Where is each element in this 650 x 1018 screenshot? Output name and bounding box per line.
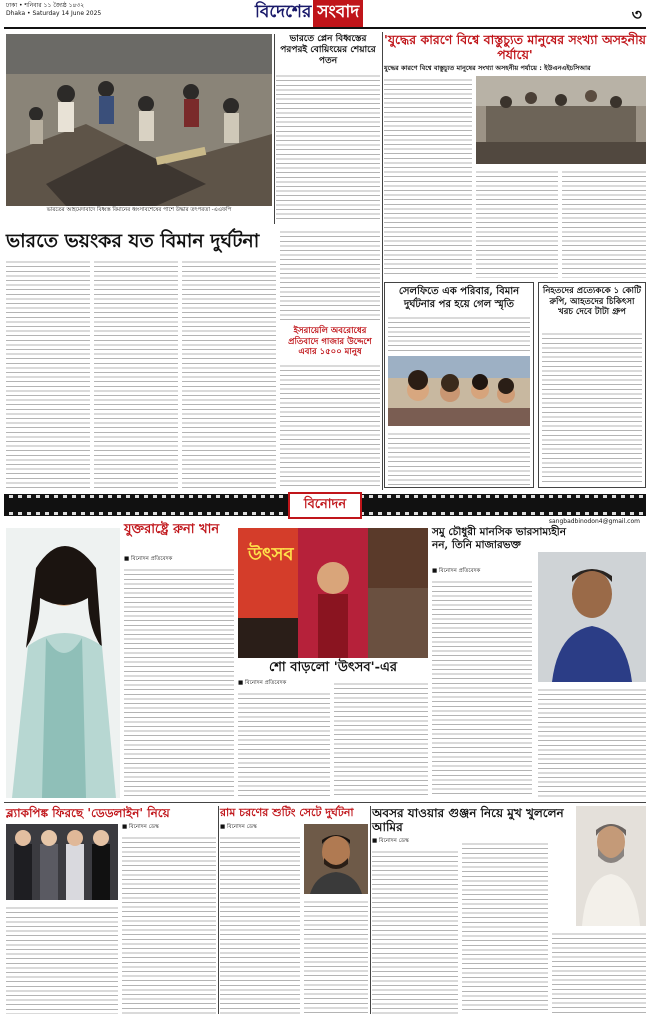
lead-story-body-col2 xyxy=(94,258,178,488)
story-runa-byline: ■ বিনোদন প্রতিবেদক xyxy=(124,556,173,562)
story-somu-body-col2 xyxy=(538,686,646,798)
story-blackpink-byline: ■ বিনোদন ডেস্ক xyxy=(122,824,159,830)
story-utshob-headline: শো বাড়লো 'উৎসব'-এর xyxy=(268,660,398,675)
masthead-part1: বিদেশের xyxy=(255,2,312,22)
story-aamir-body-col2 xyxy=(462,840,548,1014)
story-runa-headline: যুক্তরাষ্ট্রে রুনা খান xyxy=(124,522,220,537)
aamir-photo xyxy=(576,806,646,926)
blackpink-photo xyxy=(6,824,118,900)
story-aamir-headline: অবসর যাওয়ার গুঞ্জন নিয়ে মুখ খুললেন আমির xyxy=(372,806,564,834)
boeing-story-body-cont xyxy=(280,228,380,323)
story-ramcharan-byline: ■ বিনোদন ডেস্ক xyxy=(220,824,257,830)
story-ramcharan-body-col2 xyxy=(304,898,368,1014)
selfie-story-headline: সেলফিতে এক পরিবার, বিমান দুর্ঘটনার পর হয়ে গেল স্মৃতি xyxy=(398,286,520,310)
separator xyxy=(218,806,219,1014)
masthead-part2: সংবাদ xyxy=(313,0,363,27)
boeing-story-headline: ভারতে প্লেন বিধ্বস্তের পরপরই বোয়িংয়ের শেয়ারে পতন xyxy=(280,34,376,66)
separator xyxy=(370,806,371,1014)
story-aamir-body-col1 xyxy=(372,848,458,1014)
refugee-story-subheadline: যুদ্ধের কারণে বিশ্বে বাস্তুচ্যুত মানুষের সংখ্যা অসহনীয় পর্যায়ে : ইউএনএইচসিআর xyxy=(384,64,591,72)
story-blackpink-headline: ব্ল্যাকপিঙ্ক ফিরছে 'ডেডলাইন' নিয়ে xyxy=(6,806,170,820)
story-runa-body xyxy=(124,566,234,798)
story-utshob-body-col2 xyxy=(334,680,428,798)
utshob-poster-title: উৎসব xyxy=(248,544,294,565)
top-photo-caption: ভারতের আহমেদাবাদে বিধ্বস্ত বিমানের ধ্বংসাবশেষের পাশে উদ্ধার তৎপরতা -এএফপি xyxy=(46,207,232,213)
refugee-story-headline: 'যুদ্ধের কারণে বিশ্বে বাস্তুচ্যুত মানুষের সংখ্যা অসহনীয় পর্যায়ে' xyxy=(384,32,647,62)
refugee-story-body-col2 xyxy=(476,168,558,278)
gaza-story-headline: ইসরায়েলি অবরোধের প্রতিবাদে গাজার উদ্দেশে এবার ১৫০০ মানুষ xyxy=(288,326,372,357)
entertainment-section-title: বিনোদন xyxy=(288,492,362,519)
lead-story-body-col1 xyxy=(6,258,90,488)
entertainment-email: sangbadbinodon4@gmail.com xyxy=(548,518,640,525)
selfie-story-body-top xyxy=(388,314,530,354)
story-somu-body xyxy=(432,578,532,798)
somu-photo xyxy=(538,552,646,682)
separator xyxy=(274,34,275,224)
selfie-story-body-bottom xyxy=(388,430,530,486)
gaza-story-body xyxy=(280,362,380,488)
tata-story-headline: নিহতদের প্রত্যেককে ১ কোটি রুপি, আহতদের চিকিৎসা খরচ দেবে টাটা গ্রুপ xyxy=(542,286,642,317)
date-bengali: ঢাকা • শনিবার ১১ জ্যৈষ্ঠ ১৪৩২ xyxy=(6,2,85,9)
header-date xyxy=(6,2,101,18)
story-somu-byline: ■ বিনোদন প্রতিবেদক xyxy=(432,568,481,574)
section-masthead xyxy=(255,0,405,26)
refugee-story-body-col3 xyxy=(562,168,646,278)
story-ramcharan-body xyxy=(220,834,300,1014)
bottom-divider xyxy=(4,802,646,803)
story-ramcharan-headline: রাম চরণের শুটিং সেটে দুর্ঘটনা xyxy=(220,806,354,819)
lead-story-headline: ভারতে ভয়ংকর যত বিমান দুর্ঘটনা xyxy=(6,230,260,252)
header-rule xyxy=(4,27,646,29)
crash-scene-photo xyxy=(6,34,272,206)
story-aamir-byline: ■ বিনোদন ডেস্ক xyxy=(372,838,409,844)
story-somu-headline: সমু চৌধুরী মানসিক ভারসাম্যহীন নন, তিনি মাজারভক্ত xyxy=(432,526,567,551)
boeing-story-body xyxy=(276,72,380,220)
refugee-photo xyxy=(476,76,646,164)
story-blackpink-body-col2 xyxy=(6,904,118,1014)
tata-story-body xyxy=(542,330,642,484)
runa-khan-photo xyxy=(6,528,120,798)
ramcharan-photo xyxy=(304,824,368,894)
entertainment-banner xyxy=(4,494,646,516)
selfie-photo xyxy=(388,356,530,426)
page-number: ৩ xyxy=(631,5,642,24)
refugee-story-body-col1 xyxy=(384,76,472,276)
story-blackpink-body xyxy=(122,834,216,1014)
story-aamir-body-col3 xyxy=(552,930,646,1014)
story-utshob-body-col1 xyxy=(238,690,330,798)
separator xyxy=(382,32,383,490)
date-english: Dhaka • Saturday 14 June 2025 xyxy=(6,10,102,17)
lead-story-body-col3 xyxy=(182,258,276,488)
story-utshob-byline: ■ বিনোদন প্রতিবেদক xyxy=(238,680,287,686)
